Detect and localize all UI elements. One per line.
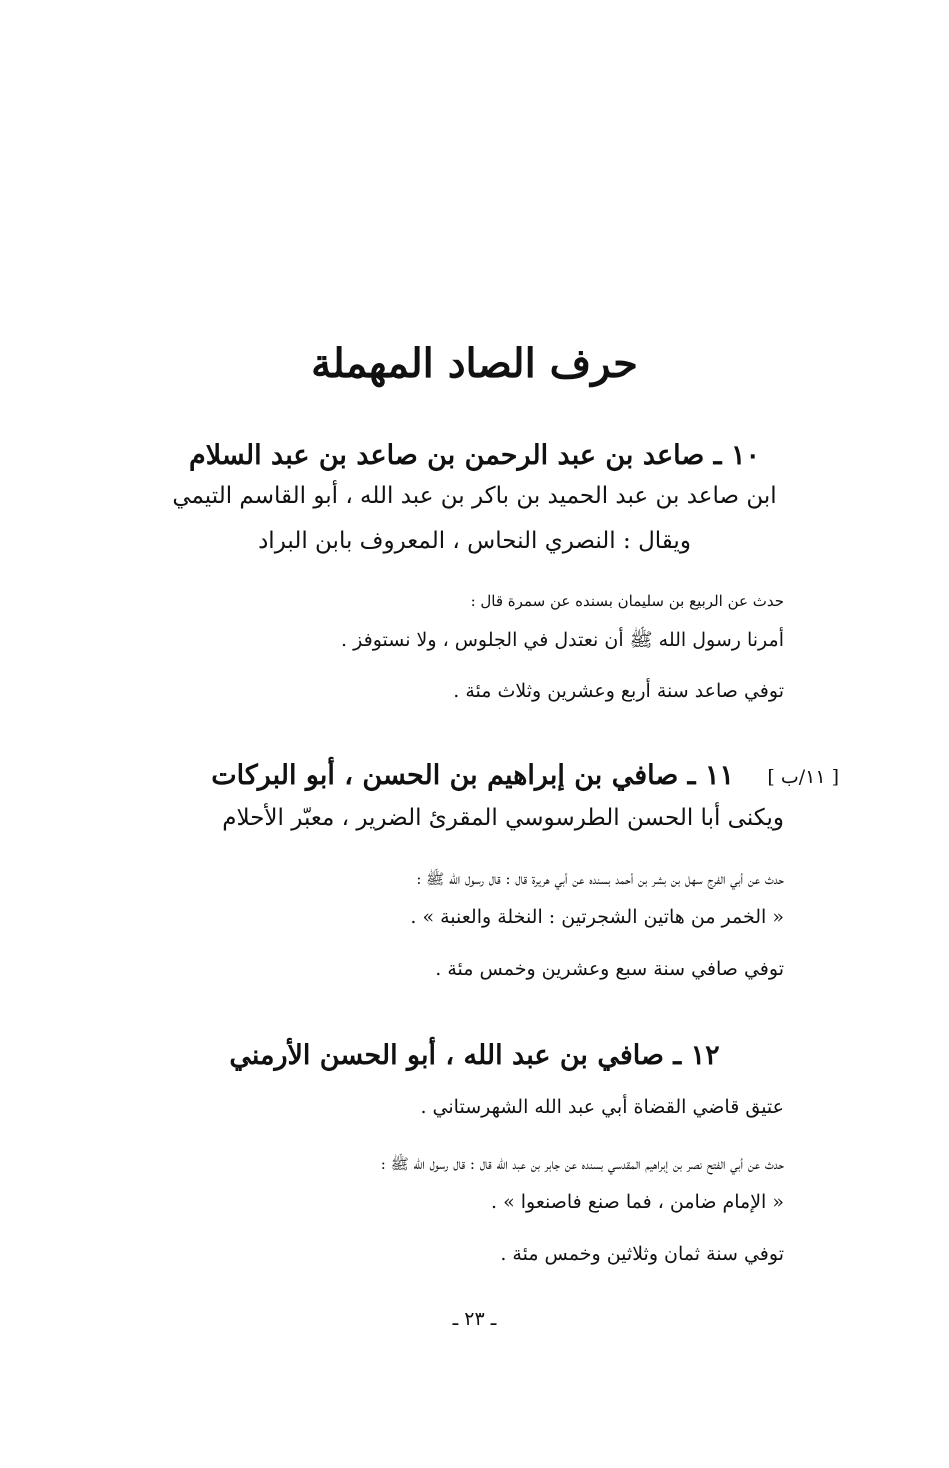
entry-11-death: توفي صافي سنة سبع وعشرين وخمس مئة . [435, 958, 784, 980]
entry-11-line-1: ويكنى أبا الحسن الطرسوسي المقرئ الضرير ، معبّر الأحلام [222, 805, 784, 831]
entry-10-heading: ١٠ ـ صاعد بن عبد الرحمن بن صاعد بن عبد السلام [189, 440, 760, 471]
entry-12-line-1: عتيق قاضي القضاة أبي عبد الله الشهرستاني . [420, 1096, 784, 1118]
entry-10-death: توفي صاعد سنة أربع وعشرين وثلاث مئة . [453, 680, 784, 702]
entry-11-heading: ١١ ـ صافي بن إبراهيم بن الحسن ، أبو البركات [211, 760, 734, 791]
folio-marker: [ ١١/ب ] [767, 766, 839, 788]
chapter-title: حرف الصاد المهملة [311, 340, 638, 387]
entry-11-hadith: « الخمر من هاتين الشجرتين : النخلة والعنبة » . [410, 906, 784, 928]
entry-10-isnad: حدث عن الربيع بن سليمان بسنده عن سمرة قال : [470, 592, 784, 610]
entry-12-hadith: « الإمام ضامن ، فما صنع فاصنعوا » . [491, 1191, 784, 1213]
entry-12-heading: ١٢ ـ صافي بن عبد الله ، أبو الحسن الأرمني [229, 1040, 720, 1071]
entry-12-death: توفي سنة ثمان وثلاثين وخمس مئة . [500, 1243, 784, 1265]
entry-10-line-1: ابن صاعد بن عبد الحميد بن باكر بن عبد الله ، أبو القاسم التيمي [172, 483, 777, 509]
page-number: ـ ٢٣ ـ [452, 1308, 497, 1330]
entry-11-isnad: حدث عن أبي الفرج سهل بن بشر بن أحمد بسنده عن أبي هريرة قال : قال رسول الله ﷺ : [416, 870, 784, 888]
entry-12-isnad: حدث عن أبي الفتح نصر بن إبراهيم المقدسي بسنده عن جابر بن عبد الله قال : قال رسول الله ﷺ : [380, 1155, 784, 1173]
entry-10-hadith: أمرنا رسول الله ﷺ أن نعتدل في الجلوس ، ولا نستوفز . [341, 629, 784, 651]
entry-10-line-2: ويقال : النصري النحاس ، المعروف بابن البراد [258, 528, 691, 554]
